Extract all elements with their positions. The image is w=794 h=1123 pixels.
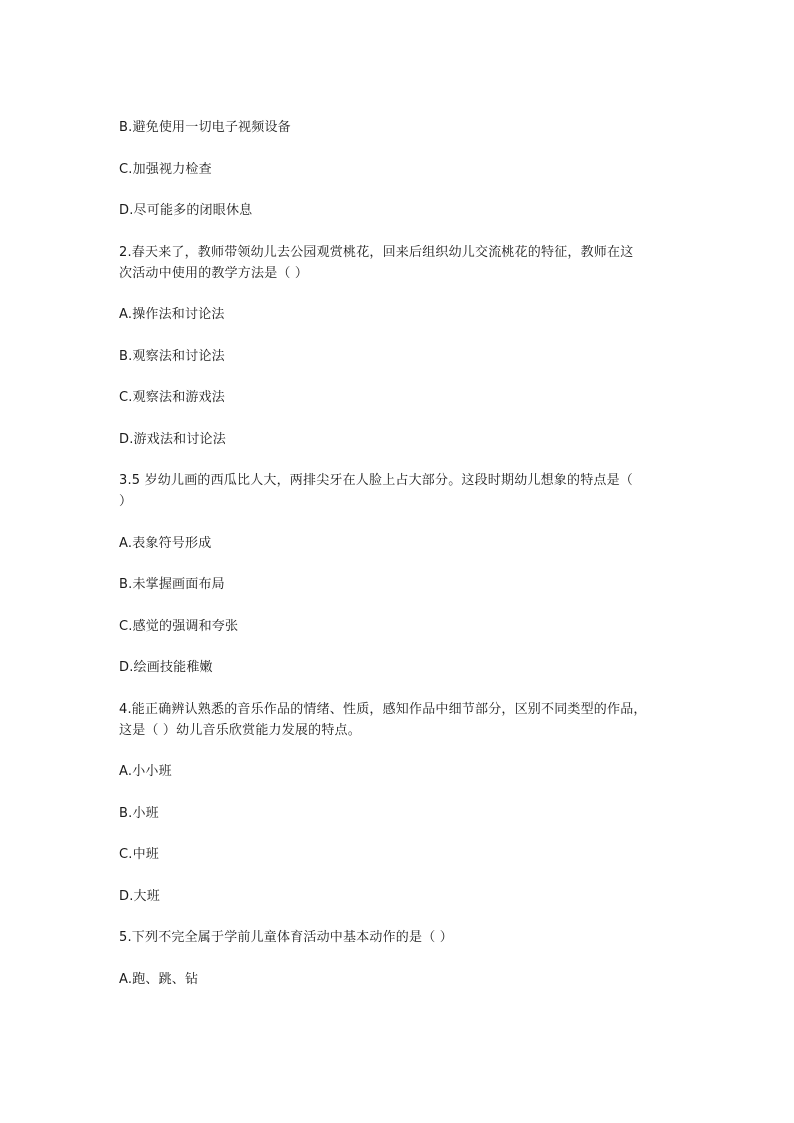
question-4-line-1: 4.能正确辨认熟悉的音乐作品的情绪、性质，感知作品中细节部分，区别不同类型的作品， bbox=[119, 702, 647, 717]
q4-option-d: D.大班 bbox=[119, 889, 160, 904]
question-4-line-2: 这是（ ）幼儿音乐欣赏能力发展的特点。 bbox=[119, 722, 361, 738]
q2-option-c: C.观察法和游戏法 bbox=[119, 390, 226, 405]
q5-option-a: A.跑、跳、钻 bbox=[119, 972, 199, 987]
q4-option-c: C.中班 bbox=[119, 847, 160, 862]
question-4 bbox=[119, 700, 679, 741]
question-3 bbox=[119, 471, 679, 512]
question-2-line-2: 次活动中使用的教学方法是（ ） bbox=[119, 265, 309, 281]
q3-option-b: B.未掌握画面布局 bbox=[119, 577, 225, 592]
q1-option-c: C.加强视力检查 bbox=[119, 162, 212, 177]
q2-option-b: B.观察法和讨论法 bbox=[119, 349, 225, 364]
question-3-line-2: ） bbox=[119, 493, 133, 509]
q3-option-c: C.感觉的强调和夸张 bbox=[119, 619, 239, 634]
question-5: 5.下列不完全属于学前儿童体育活动中基本动作的是（ ） bbox=[119, 930, 453, 945]
q2-option-a: A.操作法和讨论法 bbox=[119, 307, 225, 322]
q3-option-d: D.绘画技能稚嫩 bbox=[119, 660, 213, 675]
q2-option-d: D.游戏法和讨论法 bbox=[119, 432, 226, 447]
q1-option-b: B.避免使用一切电子视频设备 bbox=[119, 120, 291, 135]
q4-option-b: B.小班 bbox=[119, 806, 159, 821]
question-2-line-1: 2.春天来了，教师带领幼儿去公园观赏桃花，回来后组织幼儿交流桃花的特征，教师在这 bbox=[119, 245, 634, 260]
q1-option-d: D.尽可能多的闭眼休息 bbox=[119, 203, 253, 218]
q4-option-a: A.小小班 bbox=[119, 764, 172, 779]
question-3-line-1: 3.5 岁幼儿画的西瓜比人大，两排尖牙在人脸上占大部分。这段时期幼儿想象的特点是（ bbox=[119, 473, 634, 488]
question-2 bbox=[119, 243, 679, 284]
q3-option-a: A.表象符号形成 bbox=[119, 536, 212, 551]
